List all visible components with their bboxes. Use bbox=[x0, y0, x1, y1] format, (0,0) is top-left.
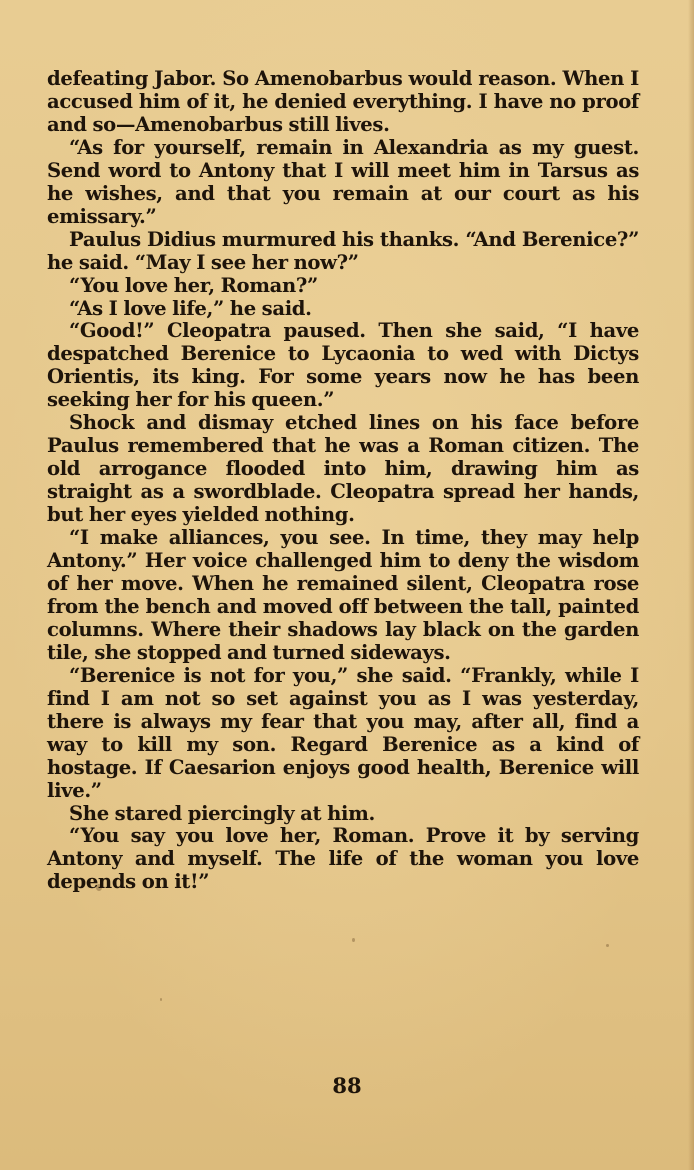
paragraph: Shock and dismay etched lines on his face before Paulus remembered that he was a Roman citizen. The old arrogance flooded into him, drawing him as straight as a swordblade. Cleopatra spread her hands, but her eyes yielded nothing. bbox=[47, 411, 639, 527]
paragraph: defeating Jabor. So Amenobarbus would reason. When I accused him of it, he denied everything. I have no proof and so—Amenobarbus still lives. bbox=[47, 67, 639, 136]
page-edge-shadow bbox=[688, 0, 694, 1170]
paragraph: She stared piercingly at him. bbox=[69, 801, 375, 825]
paper-speck bbox=[352, 938, 355, 942]
paragraph: “I make alliances, you see. In time, they may help Antony.” Her voice challenged him to deny the wisdom of her move. When he remained silent, Cleopatra rose from the bench and moved off between the tall, painted columns. Where their shadows lay black on the garden tile, she stopped and turned sideways. bbox=[47, 526, 639, 664]
book-page-text bbox=[47, 68, 639, 894]
paper-speck bbox=[160, 998, 162, 1001]
paragraph: “As for yourself, remain in Alexandria as my guest. Send word to Antony that I will meet him in Tarsus as he wishes, and that you remain at our court as his emissary.” bbox=[47, 135, 639, 228]
paragraph: “You love her, Roman?” bbox=[69, 273, 318, 297]
paragraph: “You say you love her, Roman. Prove it by serving Antony and myself. The life of the woman you love depends on it!” bbox=[47, 824, 639, 894]
paragraph: “Berenice is not for you,” she said. “Frankly, while I find I am not so set against you as I was yesterday, there is always my fear that you may, after all, find a way to kill my son. Regard Berenice as a kind of hostage. If Caesarion enjoys good health, Berenice will live.” bbox=[47, 663, 639, 802]
paragraph: “Good!” Cleopatra paused. Then she said, “I have despatched Berenice to Lycaonia to wed with Dictys Orientis, its king. For some years now he has been seeking her for his queen.” bbox=[47, 319, 639, 412]
paper-speck bbox=[606, 944, 609, 947]
page-number: 88 bbox=[332, 1073, 362, 1098]
paragraph: Paulus Didius murmured his thanks. “And Berenice?” he said. “May I see her now?” bbox=[47, 227, 639, 274]
paragraph: “As I love life,” he said. bbox=[69, 296, 312, 320]
